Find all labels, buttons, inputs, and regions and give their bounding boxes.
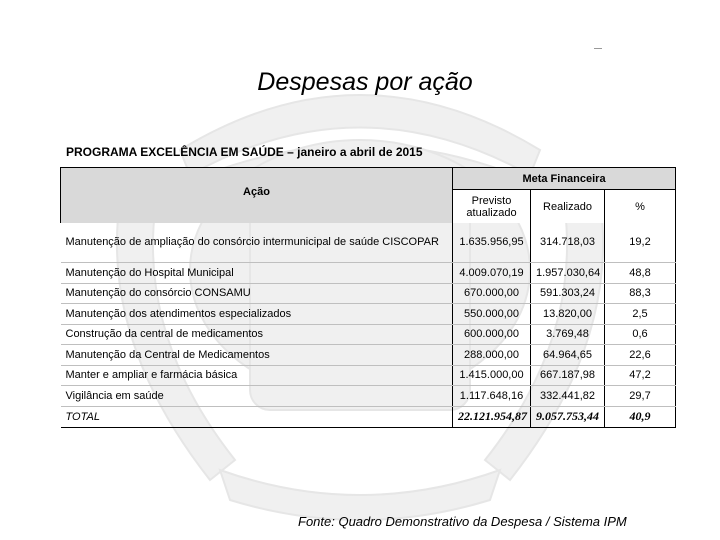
- table-row: [61, 324, 676, 344]
- cell-previsto: 1.415.000,00: [453, 365, 531, 385]
- cell-percent: 19,2: [605, 223, 676, 262]
- expenses-table: [60, 167, 676, 428]
- total-previsto: 22.121.954,87: [453, 406, 531, 427]
- table-row: [61, 262, 676, 283]
- total-label: TOTAL: [61, 406, 453, 427]
- cell-acao: Construção da central de medicamentos: [61, 324, 453, 344]
- table-row: [61, 303, 676, 324]
- header-acao: Ação: [61, 168, 453, 224]
- cell-realizado: 1.957.030,64: [531, 262, 605, 283]
- header-previsto: Previsto atualizado: [453, 190, 531, 224]
- cell-realizado: 3.769,48: [531, 324, 605, 344]
- header-meta-financeira: Meta Financeira: [453, 168, 676, 190]
- total-row: [61, 406, 676, 427]
- cell-previsto: 1.117.648,16: [453, 385, 531, 406]
- cell-previsto: 4.009.070,19: [453, 262, 531, 283]
- total-percent: 40,9: [605, 406, 676, 427]
- total-realizado: 9.057.753,44: [531, 406, 605, 427]
- table-row: [61, 283, 676, 303]
- cell-acao: Manutenção da Central de Medicamentos: [61, 344, 453, 365]
- cell-percent: 47,2: [605, 365, 676, 385]
- page-title: Despesas por ação: [257, 68, 473, 96]
- cell-previsto: 1.635.956,95: [453, 223, 531, 262]
- cell-percent: 88,3: [605, 283, 676, 303]
- cell-previsto: 600.000,00: [453, 324, 531, 344]
- table-row: [61, 344, 676, 365]
- cell-realizado: 13.820,00: [531, 303, 605, 324]
- cell-realizado: 332.441,82: [531, 385, 605, 406]
- cell-acao: Vigilância em saúde: [61, 385, 453, 406]
- cell-acao: Manter e ampliar e farmácia básica: [61, 365, 453, 385]
- header-realizado: Realizado: [531, 190, 605, 224]
- cell-percent: 29,7: [605, 385, 676, 406]
- header-percent: %: [605, 190, 676, 224]
- cell-percent: 0,6: [605, 324, 676, 344]
- cell-acao: Manutenção de ampliação do consórcio intermunicipal de saúde CISCOPAR: [61, 223, 453, 262]
- slide-mark: [594, 48, 602, 49]
- cell-realizado: 64.964,65: [531, 344, 605, 365]
- program-subtitle: PROGRAMA EXCELÊNCIA EM SAÚDE – janeiro a abril de 2015: [66, 145, 423, 159]
- table-row: [61, 223, 676, 262]
- cell-realizado: 591.303,24: [531, 283, 605, 303]
- cell-percent: 48,8: [605, 262, 676, 283]
- source-note: Fonte: Quadro Demonstrativo da Despesa / Sistema IPM: [298, 514, 627, 529]
- table-row: [61, 385, 676, 406]
- cell-previsto: 670.000,00: [453, 283, 531, 303]
- cell-percent: 22,6: [605, 344, 676, 365]
- table-row: [61, 365, 676, 385]
- cell-realizado: 667.187,98: [531, 365, 605, 385]
- cell-percent: 2,5: [605, 303, 676, 324]
- cell-previsto: 550.000,00: [453, 303, 531, 324]
- cell-previsto: 288.000,00: [453, 344, 531, 365]
- cell-acao: Manutenção do Hospital Municipal: [61, 262, 453, 283]
- cell-acao: Manutenção dos atendimentos especializados: [61, 303, 453, 324]
- cell-realizado: 314.718,03: [531, 223, 605, 262]
- cell-acao: Manutenção do consórcio CONSAMU: [61, 283, 453, 303]
